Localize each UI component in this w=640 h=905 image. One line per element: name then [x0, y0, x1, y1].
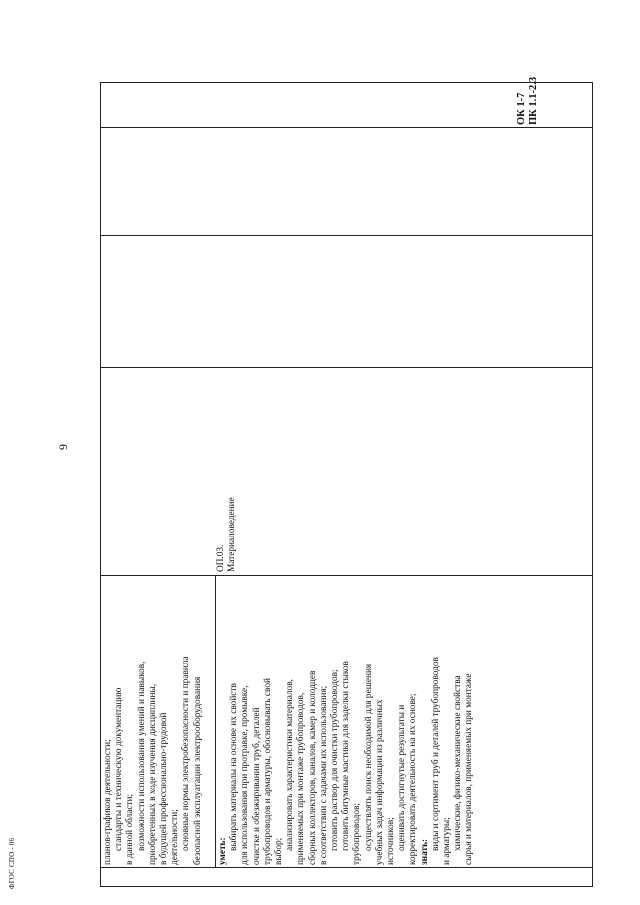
text-line: безопасной эксплуатации электрооборудования — [192, 676, 203, 865]
text-line: в будущей профессионально-трудовой — [159, 712, 170, 865]
text-line: в соответствии с задачами их использования; — [318, 685, 329, 865]
text-line: знать: — [419, 838, 430, 865]
text-line: корректировать деятельность на их основе; — [408, 693, 419, 865]
text-line: очистке и обезжиривании труб, деталей — [251, 707, 262, 865]
text-line: деятельности; — [170, 809, 181, 865]
text-line: готовить битумные мастики для заделки стыков — [341, 661, 352, 851]
discipline-name: Материаловедение — [227, 497, 238, 572]
competency-code: ПК 1.1-2.3 — [528, 76, 539, 125]
table-col-line-2 — [101, 575, 592, 576]
table-row-line — [215, 576, 216, 868]
text-line: и арматуры; — [442, 817, 453, 865]
text-line: сборных коллекторов, каналов, камер и колодцев — [307, 670, 318, 865]
text-line: источников; — [386, 817, 397, 865]
text-line: готовить раствор для очистки трубопроводов; — [330, 669, 341, 851]
text-line: в данной области; — [125, 793, 136, 865]
text-line: виды и сортимент труб и деталей трубопроводов — [430, 657, 441, 851]
competency-code: ОК 1-7 — [516, 92, 527, 125]
text-line: уметь: — [218, 837, 228, 865]
text-line: сырья и материалов, применяемых при монтаже — [464, 673, 475, 865]
footer-text: ФГОС СПО - 06 — [8, 837, 16, 889]
text-line: химические, физико-механические свойства — [453, 675, 464, 851]
table-cell-previous-knowledge — [103, 656, 204, 865]
table-col-line-3 — [101, 367, 592, 368]
table-cell-discipline — [216, 497, 238, 572]
text-line: стандарты и техническую документацию — [114, 687, 125, 851]
table-cell-skills-knowledge — [218, 657, 476, 865]
table-col-line-4 — [101, 235, 592, 236]
discipline-code: ОП.03. — [216, 544, 226, 572]
text-line: выбирать материалы на основе их свойств — [229, 683, 240, 851]
text-line: приобретенных в ходе изучения дисциплины, — [147, 683, 158, 865]
page-number: 9 — [56, 444, 70, 450]
text-line: трубопроводов; — [352, 803, 363, 865]
curriculum-table — [100, 76, 593, 887]
text-line: анализировать характеристики материалов, — [285, 679, 296, 851]
text-line: трубопроводов и арматуры, обосновывать свой — [262, 678, 273, 865]
text-line: для использования при протравке, промывке, — [240, 685, 251, 865]
text-line: осуществлять поиск необходимой для решения — [363, 663, 374, 851]
table-col-line-5 — [101, 127, 592, 128]
table-col-line-1 — [101, 867, 592, 868]
text-line: возможности использования умений и навыков, — [136, 661, 147, 851]
text-line: основные нормы электробезопасности и правила — [181, 656, 192, 851]
text-line: применяемых при монтаже трубопроводов, — [296, 692, 307, 865]
text-line: оценивать достигнутые результаты и — [397, 704, 408, 851]
text-line: учебных задач информации из различных — [374, 699, 385, 865]
text-line: планов-графиков деятельности; — [103, 739, 113, 865]
text-line: выбор; — [274, 837, 285, 865]
table-cell-competencies — [516, 77, 540, 125]
